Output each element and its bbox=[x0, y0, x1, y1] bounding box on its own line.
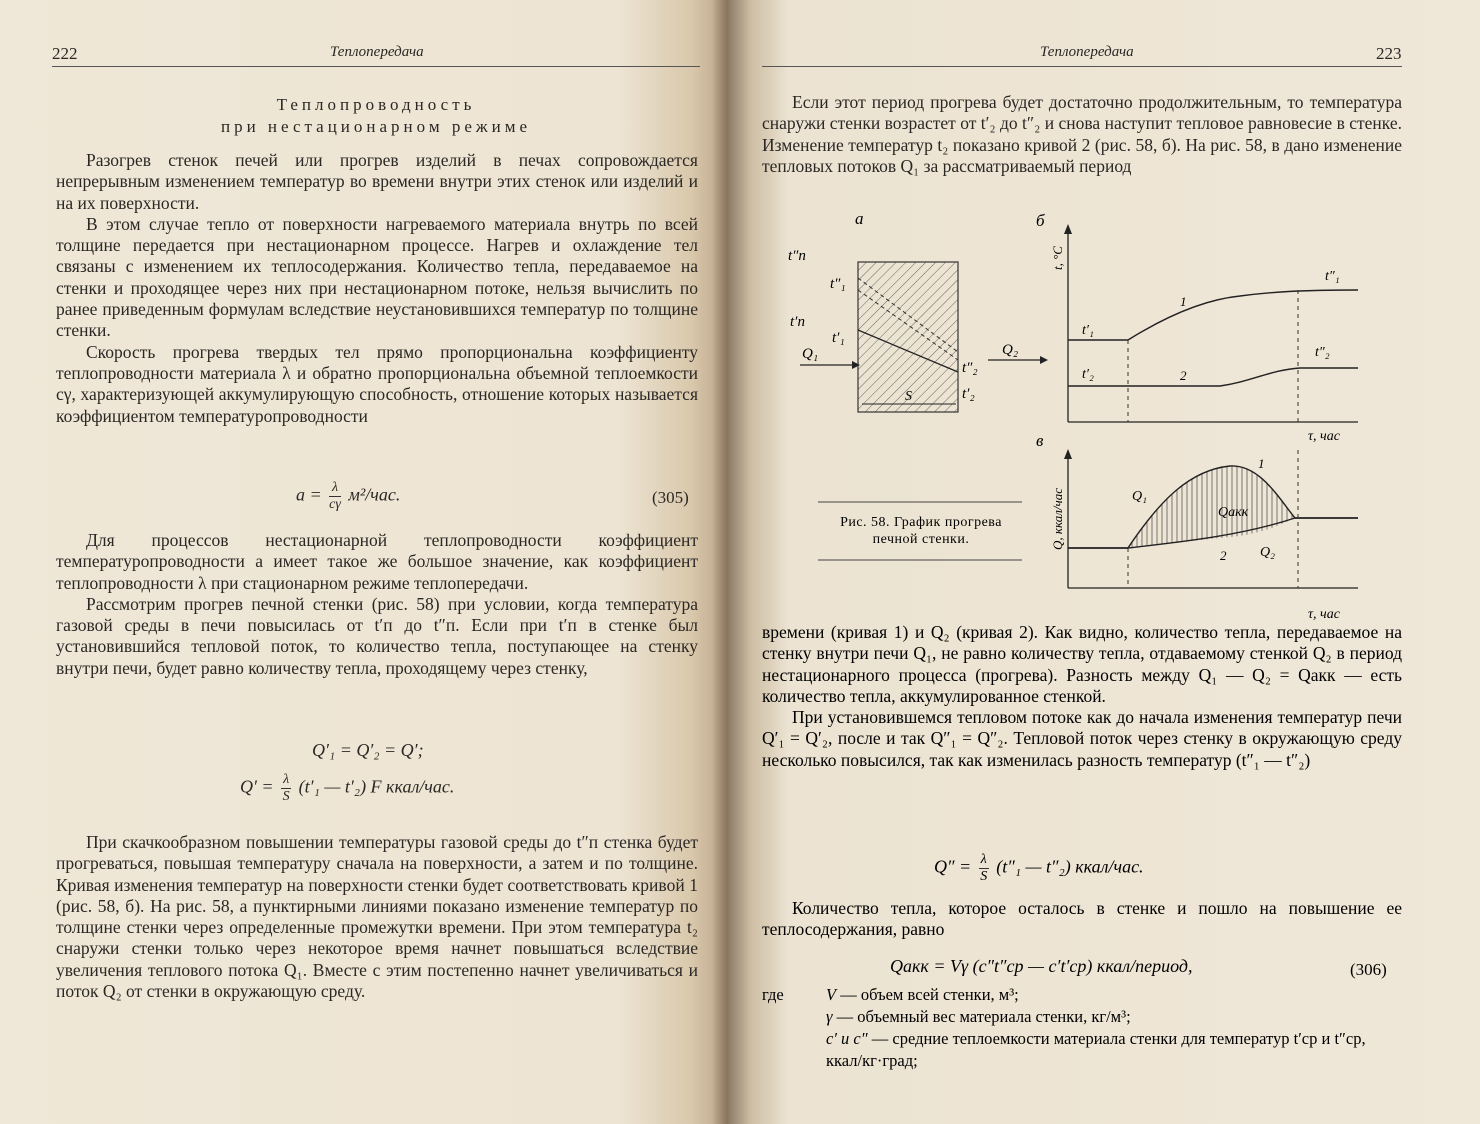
figure-58 bbox=[760, 200, 1380, 630]
arrow-head bbox=[1064, 449, 1072, 459]
label-b-t1pp: t″₁ bbox=[1325, 269, 1340, 284]
paragraph: При скачкообразном повышении температуры газовой среды до t″п стенка будет прогреваться, повышая температуру сначала на поверхности, а затем и по толщине. Кривая изменения температур на поверхности стенки будет соответствовать кривой 1 (рис. 58, б). На рис. 58, а пунктирными линиями показано изменение температур по толщине стенки через определенные промежутки времени. При этом температура t₂ снаружи стенки только через некоторое время начнет повышаться вследствие увеличения теплового потока Q₁. Вместе с этим постепенно начнет увеличиваться и поток Q₂ от стенки в окружающую среду. bbox=[56, 832, 698, 1002]
formula-305 bbox=[296, 480, 400, 513]
label-v-curve-1: 1 bbox=[1258, 456, 1265, 471]
equation-q-balance: Q′₁ = Q′₂ = Q′; bbox=[312, 740, 424, 760]
paragraph: Для процессов нестационарной теплопроводности коэффициент температуропроводности a имеет такое же большое значение, как коэффициент теплопроводности λ при стационарном режиме теплопередачи. bbox=[56, 530, 698, 593]
legend-item: γ — объемный вес материала стенки, кг/м³; bbox=[826, 1007, 1131, 1026]
label-t2pp: t″₂ bbox=[962, 360, 978, 376]
panel-label-v: в bbox=[1036, 431, 1044, 450]
formula-305-unit: м²/час. bbox=[348, 484, 401, 505]
label-t1pp: t″₁ bbox=[830, 276, 846, 292]
arrow-head bbox=[1040, 356, 1048, 364]
label-v-q1: Q₁ bbox=[1132, 489, 1147, 504]
paragraph: Если этот период прогрева будет достаточно продолжительным, то температура снаружи стенки возрастет от t′₂ до t″₂ и снова наступит тепловое равновесие в стенке. Изменение температур t₂ показано кривой 2 (рис. 58, б). На рис. 58, в дано изменение тепловых потоков Q₁ за рассматриваемый период bbox=[762, 92, 1402, 176]
running-head-left: Теплопередача bbox=[330, 44, 424, 60]
label-b-t1p: t′₁ bbox=[1082, 323, 1094, 338]
running-head-right: Теплопередача bbox=[1040, 44, 1134, 60]
legend-item: c′ и c″ — средние теплоемкости материала стенки для температур t′ср и t″ср, ккал/кг·град; bbox=[826, 1029, 1366, 1070]
label-tn1: t′п bbox=[790, 314, 805, 330]
curve-2 bbox=[1068, 368, 1358, 386]
equation-q-prime: Q′ = $\frac{\lambda}{S}$ (t′₁ — t′₂) F ккал/час. bbox=[240, 772, 455, 804]
formula-305-fraction: $\frac{\lambda}{c\gamma}$ bbox=[329, 480, 341, 512]
paragraph: Скорость прогрева твердых тел прямо пропорциональна коэффициенту теплопроводности материала λ и обратно пропорциональна объемной теплоемкости cγ, характеризующей аккумулирующую способность, отношение которых называется коэффициентом температуропроводности bbox=[56, 341, 698, 426]
text-block-2 bbox=[56, 530, 698, 679]
paragraph: Количество тепла, которое осталось в стенке и пошло на повышение ее теплосодержания, равно bbox=[762, 898, 1402, 940]
label-v-curve-2: 2 bbox=[1220, 548, 1227, 563]
label-curve-1: 1 bbox=[1180, 294, 1187, 309]
paragraph: Разогрев стенок печей или прогрев изделий в печах сопровождается непрерывным изменением температур во времени внутри этих стенок или изделий и на их поверхности. bbox=[56, 150, 698, 213]
symbol-legend bbox=[762, 984, 1402, 1070]
text-block-1 bbox=[56, 150, 698, 427]
formula-305-number: (305) bbox=[652, 488, 689, 507]
legend-where: где bbox=[762, 985, 784, 1004]
legend-item: V — объем всей стенки, м³; bbox=[826, 985, 1019, 1004]
page-number-right: 223 bbox=[1376, 44, 1402, 63]
curve-1 bbox=[1068, 290, 1358, 340]
axis-label-tau-b: τ, час bbox=[1308, 429, 1340, 444]
label-t1p: t′₁ bbox=[832, 330, 845, 346]
formula-306: Qакк = Vγ (c″t″ср — c′t′ср) ккал/период, bbox=[890, 956, 1193, 976]
paragraph: времени (кривая 1) и Q₂ (кривая 2). Как видно, количество тепла, передаваемое на стенку внутри печи Q₁, не равно количеству тепла, отдаваемому стенкой Q₂ в период нестационарного процесса (прогрева). Разность между Q₁ — Q₂ = Qакк — есть количество тепла, аккумулированное стенкой. bbox=[762, 622, 1402, 706]
panel-label-b: б bbox=[1036, 211, 1045, 230]
legend-items bbox=[826, 984, 1396, 1072]
text-block-5 bbox=[762, 622, 1402, 771]
section-title bbox=[52, 94, 700, 138]
label-curve-2: 2 bbox=[1180, 368, 1187, 383]
axis-label-t: t, °C bbox=[1050, 246, 1065, 270]
equation-q-double-prime: Q″ = $\frac{\lambda}{S}$ (t″₁ — t″₂) ккал/час. bbox=[934, 852, 1144, 884]
section-title-line-1: Теплопроводность bbox=[276, 95, 476, 114]
text-block-4 bbox=[762, 92, 1402, 177]
label-tn2: t″п bbox=[788, 248, 806, 264]
paragraph: Рассмотрим прогрев печной стенки (рис. 58) при условии, когда температура газовой среды в печи повысилась от t′п до t″п. Если при t′п в стенке был установившийся тепловой поток, то количество тепла, поступающее на стенку внутри печи, будет равно количеству тепла, проходящему через стенку, bbox=[56, 593, 698, 678]
header-rule-left bbox=[52, 66, 700, 67]
label-q1: Q₁ bbox=[802, 346, 819, 362]
label-b-t2p: t′₂ bbox=[1082, 367, 1094, 382]
label-v-q2: Q₂ bbox=[1260, 545, 1275, 560]
formula-305-lhs: a = bbox=[296, 484, 322, 505]
label-s: S bbox=[905, 389, 912, 404]
header-rule-right bbox=[762, 66, 1402, 67]
label-t2p: t′₂ bbox=[962, 386, 975, 402]
text-block-6 bbox=[762, 898, 1402, 941]
axis-label-q: Q, ккал/час bbox=[1050, 488, 1065, 550]
label-v-qakk: Qакк bbox=[1218, 505, 1249, 520]
figure-caption: Рис. 58. График прогрева печной стенки. bbox=[840, 515, 1002, 547]
page-number-left: 222 bbox=[52, 44, 78, 63]
paragraph: В этом случае тепло от поверхности нагреваемого материала внутрь по всей толщине передается при нестационарном процессе. Нагрев и охлаждение тел связаны с изменением их теплосодержания. Количество тепла, передаваемое на стенки и проходящее через них при нестационарном потоке, нельзя вычислить по ранее приведенным формулам вследствие неустановившихся температур по толщине стенки. bbox=[56, 213, 698, 341]
formula-306-number: (306) bbox=[1350, 960, 1387, 979]
arrow-head bbox=[1064, 224, 1072, 234]
text-block-3 bbox=[56, 832, 698, 1002]
left-page bbox=[0, 0, 728, 1124]
section-title-line-2: при нестационарном режиме bbox=[220, 117, 532, 136]
panel-label-a: а bbox=[855, 209, 864, 228]
paragraph: При установившемся тепловом потоке как до начала изменения температур печи Q′₁ = Q′₂, после и так Q″₁ = Q″₂. Тепловой поток через стенку в окружающую среду несколько повысился, так как изменилась разность температур (t″₁ — t″₂) bbox=[762, 707, 1402, 770]
label-b-t2pp: t″₂ bbox=[1315, 345, 1330, 360]
label-q2: Q₂ bbox=[1002, 342, 1019, 358]
axis-label-tau-v: τ, час bbox=[1308, 607, 1340, 622]
